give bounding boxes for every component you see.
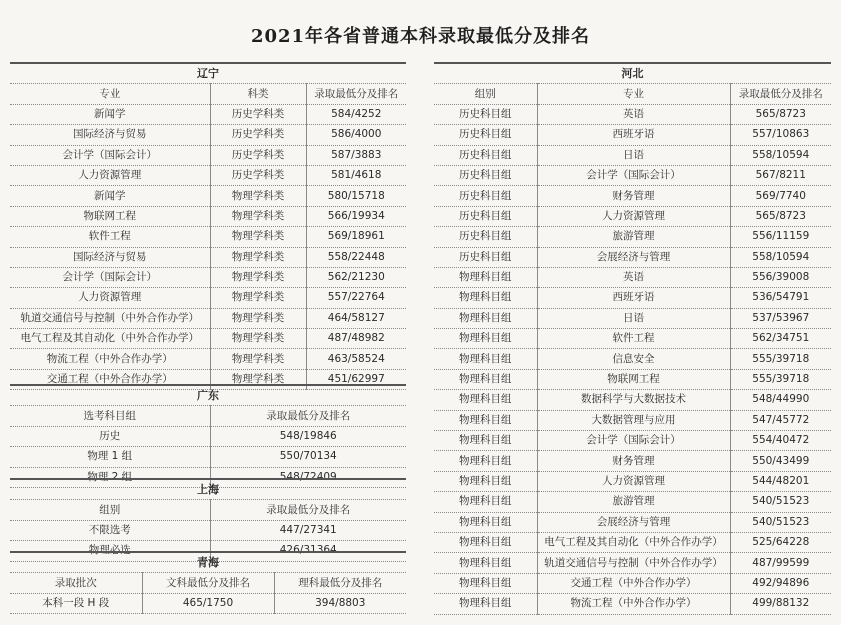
table-row [10, 267, 406, 287]
table-cell: 558/10594 [730, 145, 831, 165]
table-cell: 物理学科类 [210, 288, 306, 308]
table-cell: 463/58524 [306, 349, 406, 369]
province-name: 河北 [434, 63, 831, 84]
table-cell: 历史科目组 [434, 145, 537, 165]
hebei-table [434, 62, 831, 615]
table-cell: 轨道交通信号与控制（中外合作办学） [537, 553, 730, 573]
table-cell: 558/10594 [730, 247, 831, 267]
table-cell: 历史科目组 [434, 125, 537, 145]
table-cell: 584/4252 [306, 104, 406, 124]
table-cell: 556/39008 [730, 267, 831, 287]
table-cell: 536/54791 [730, 288, 831, 308]
table-row [434, 186, 831, 206]
table-cell: 日语 [537, 145, 730, 165]
table-cell: 历史科目组 [434, 104, 537, 124]
qinghai-table [10, 551, 406, 614]
table-cell: 物理科目组 [434, 410, 537, 430]
table-cell: 525/64228 [730, 532, 831, 552]
table-cell: 软件工程 [10, 227, 210, 247]
column-header: 文科最低分及排名 [142, 573, 274, 593]
column-header: 理科最低分及排名 [274, 573, 406, 593]
table-cell: 555/39718 [730, 349, 831, 369]
table-cell: 物理科目组 [434, 451, 537, 471]
table-cell: 556/11159 [730, 227, 831, 247]
table-cell: 物理学科类 [210, 308, 306, 328]
table-cell: 499/88132 [730, 594, 831, 614]
table-row [434, 471, 831, 491]
table-row [434, 308, 831, 328]
table-row [434, 267, 831, 287]
table-row [434, 573, 831, 593]
table-row [10, 104, 406, 124]
table-cell: 历史学科类 [210, 165, 306, 185]
page-title: 2021年各省普通本科录取最低分及排名 [250, 26, 591, 47]
table-row [434, 512, 831, 532]
table-row [434, 349, 831, 369]
table-cell: 历史科目组 [434, 165, 537, 185]
table-cell: 电气工程及其自动化（中外合作办学） [537, 532, 730, 552]
section-title-row [10, 385, 406, 406]
table-row [434, 247, 831, 267]
table-cell: 交通工程（中外合作办学） [10, 369, 210, 389]
table-cell: 物理科目组 [434, 267, 537, 287]
table-cell: 西班牙语 [537, 125, 730, 145]
table-cell: 554/40472 [730, 431, 831, 451]
column-header: 科类 [210, 84, 306, 104]
table-cell: 人力资源管理 [537, 471, 730, 491]
table-row [434, 390, 831, 410]
table-cell: 会计学（国际会计） [10, 267, 210, 287]
table-row [434, 553, 831, 573]
table-cell: 物理科目组 [434, 573, 537, 593]
table-cell: 物理学科类 [210, 329, 306, 349]
table-header-row [10, 84, 406, 104]
table-cell: 物理学科类 [210, 227, 306, 247]
table-header-row [10, 500, 406, 520]
table-cell: 566/19934 [306, 206, 406, 226]
table-row [10, 447, 406, 467]
table-cell: 软件工程 [537, 329, 730, 349]
table-cell: 物理科目组 [434, 431, 537, 451]
table-cell: 487/99599 [730, 553, 831, 573]
table-cell: 550/43499 [730, 451, 831, 471]
table-cell: 物理科目组 [434, 594, 537, 614]
table-row [10, 145, 406, 165]
table-cell: 物理科目组 [434, 369, 537, 389]
table-row [434, 227, 831, 247]
table-row [434, 431, 831, 451]
table-cell: 550/70134 [210, 447, 406, 467]
table-row [10, 308, 406, 328]
table-cell: 447/27341 [210, 520, 406, 540]
table-row [434, 206, 831, 226]
table-cell: 580/15718 [306, 186, 406, 206]
table-header-row [10, 406, 406, 426]
table-cell: 394/8803 [274, 593, 406, 613]
table-cell: 569/18961 [306, 227, 406, 247]
table-row [434, 532, 831, 552]
table-cell: 物理科目组 [434, 553, 537, 573]
table-cell: 交通工程（中外合作办学） [537, 573, 730, 593]
table-cell: 567/8211 [730, 165, 831, 185]
table-cell: 财务管理 [537, 186, 730, 206]
table-row [434, 369, 831, 389]
table-cell: 英语 [537, 267, 730, 287]
guangdong-table [10, 384, 406, 488]
column-header: 录取最低分及排名 [210, 406, 406, 426]
table-row [10, 165, 406, 185]
table-cell: 历史科目组 [434, 186, 537, 206]
table-cell: 历史科目组 [434, 227, 537, 247]
table-cell: 人力资源管理 [10, 165, 210, 185]
table-cell: 历史科目组 [434, 247, 537, 267]
table-cell: 物理 1 组 [10, 447, 210, 467]
table-cell: 旅游管理 [537, 492, 730, 512]
table-cell: 557/10863 [730, 125, 831, 145]
table-row [434, 329, 831, 349]
table-cell: 物理科目组 [434, 329, 537, 349]
table-cell: 电气工程及其自动化（中外合作办学） [10, 329, 210, 349]
table-row [10, 593, 406, 613]
table-cell: 586/4000 [306, 125, 406, 145]
table-cell: 物联网工程 [537, 369, 730, 389]
table-cell: 565/8723 [730, 206, 831, 226]
table-cell: 西班牙语 [537, 288, 730, 308]
table-cell: 540/51523 [730, 492, 831, 512]
table-cell: 国际经济与贸易 [10, 247, 210, 267]
table-cell: 物理科目组 [434, 308, 537, 328]
table-cell: 财务管理 [537, 451, 730, 471]
table-row [10, 288, 406, 308]
table-cell: 会计学（国际会计） [10, 145, 210, 165]
shanghai-table [10, 478, 406, 562]
table-cell: 新闻学 [10, 186, 210, 206]
table-cell: 537/53967 [730, 308, 831, 328]
table-row [10, 206, 406, 226]
table-cell: 565/8723 [730, 104, 831, 124]
table-cell: 物理必选 [10, 541, 210, 561]
section-title-row [10, 63, 406, 84]
table-cell: 548/72409 [210, 467, 406, 487]
table-cell: 物理科目组 [434, 532, 537, 552]
table-cell: 物理学科类 [210, 247, 306, 267]
section-title-row [10, 552, 406, 573]
table-cell: 557/22764 [306, 288, 406, 308]
table-cell: 547/45772 [730, 410, 831, 430]
column-header: 录取最低分及排名 [730, 84, 831, 104]
table-cell: 人力资源管理 [537, 206, 730, 226]
table-cell: 物理科目组 [434, 512, 537, 532]
column-header: 选考科目组 [10, 406, 210, 426]
table-cell: 信息安全 [537, 349, 730, 369]
column-header: 组别 [434, 84, 537, 104]
table-cell: 465/1750 [142, 593, 274, 613]
table-row [434, 492, 831, 512]
table-row [10, 186, 406, 206]
table-row [10, 125, 406, 145]
liaoning-table [10, 62, 406, 390]
table-cell: 物理科目组 [434, 471, 537, 491]
table-row [10, 227, 406, 247]
table-cell: 新闻学 [10, 104, 210, 124]
table-header-row [434, 84, 831, 104]
table-row [434, 410, 831, 430]
table-cell: 物理科目组 [434, 349, 537, 369]
table-cell: 548/44990 [730, 390, 831, 410]
table-cell: 物理科目组 [434, 288, 537, 308]
table-cell: 587/3883 [306, 145, 406, 165]
section-title-row [434, 63, 831, 84]
table-cell: 物理学科类 [210, 267, 306, 287]
table-cell: 会展经济与管理 [537, 512, 730, 532]
table-cell: 540/51523 [730, 512, 831, 532]
table-row [10, 349, 406, 369]
table-cell: 物理学科类 [210, 186, 306, 206]
table-cell: 物理科目组 [434, 390, 537, 410]
table-cell: 物联网工程 [10, 206, 210, 226]
table-cell: 历史科目组 [434, 206, 537, 226]
table-cell: 大数据管理与应用 [537, 410, 730, 430]
table-row [434, 145, 831, 165]
table-cell: 物理 2 组 [10, 467, 210, 487]
table-cell: 日语 [537, 308, 730, 328]
table-cell: 581/4618 [306, 165, 406, 185]
table-row [434, 165, 831, 185]
table-cell: 轨道交通信号与控制（中外合作办学） [10, 308, 210, 328]
province-name: 青海 [10, 552, 406, 573]
table-cell: 会计学（国际会计） [537, 165, 730, 185]
table-cell: 492/94896 [730, 573, 831, 593]
province-name: 广东 [10, 385, 406, 406]
table-cell: 555/39718 [730, 369, 831, 389]
table-row [10, 329, 406, 349]
table-cell: 487/48982 [306, 329, 406, 349]
table-row [434, 104, 831, 124]
table-cell: 历史学科类 [210, 145, 306, 165]
table-row [10, 520, 406, 540]
table-cell: 569/7740 [730, 186, 831, 206]
table-cell: 会计学（国际会计） [537, 431, 730, 451]
section-title-row [10, 479, 406, 500]
table-row [10, 426, 406, 446]
table-cell: 562/21230 [306, 267, 406, 287]
column-header: 录取最低分及排名 [306, 84, 406, 104]
province-name: 辽宁 [10, 63, 406, 84]
table-row [434, 125, 831, 145]
province-name: 上海 [10, 479, 406, 500]
table-cell: 464/58127 [306, 308, 406, 328]
table-row [434, 451, 831, 471]
table-cell: 历史学科类 [210, 104, 306, 124]
table-cell: 旅游管理 [537, 227, 730, 247]
column-header: 组别 [10, 500, 210, 520]
table-cell: 物流工程（中外合作办学） [537, 594, 730, 614]
column-header: 录取批次 [10, 573, 142, 593]
table-cell: 451/62997 [306, 369, 406, 389]
table-cell: 会展经济与管理 [537, 247, 730, 267]
table-cell: 物理学科类 [210, 206, 306, 226]
table-cell: 548/19846 [210, 426, 406, 446]
table-row [10, 247, 406, 267]
table-row [434, 288, 831, 308]
table-cell: 数据科学与大数据技术 [537, 390, 730, 410]
table-cell: 562/34751 [730, 329, 831, 349]
table-cell: 国际经济与贸易 [10, 125, 210, 145]
column-header: 专业 [537, 84, 730, 104]
table-cell: 人力资源管理 [10, 288, 210, 308]
table-header-row [10, 573, 406, 593]
table-cell: 本科一段 H 段 [10, 593, 142, 613]
table-cell: 物流工程（中外合作办学） [10, 349, 210, 369]
table-cell: 历史 [10, 426, 210, 446]
table-cell: 物理学科类 [210, 349, 306, 369]
table-row [434, 594, 831, 614]
table-cell: 英语 [537, 104, 730, 124]
column-header: 录取最低分及排名 [210, 500, 406, 520]
table-cell: 物理科目组 [434, 492, 537, 512]
table-cell: 426/31364 [210, 541, 406, 561]
table-cell: 不限选考 [10, 520, 210, 540]
table-cell: 544/48201 [730, 471, 831, 491]
table-cell: 历史学科类 [210, 125, 306, 145]
column-header: 专业 [10, 84, 210, 104]
table-cell: 558/22448 [306, 247, 406, 267]
table-cell: 物理学科类 [210, 369, 306, 389]
